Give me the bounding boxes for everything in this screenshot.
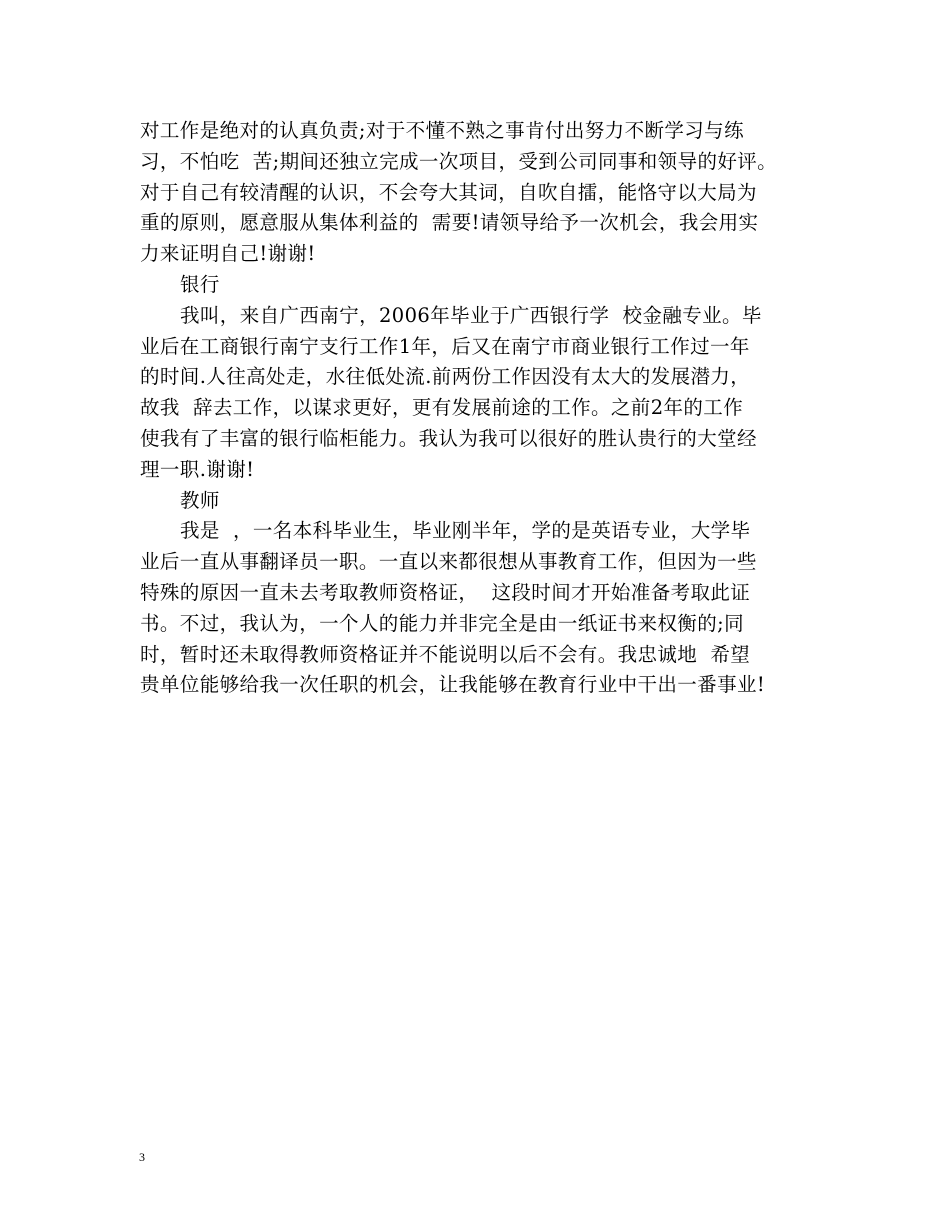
paragraph-line: 业后一直从事翻译员一职。一直以来都很想从事教育工作，但因为一些 (140, 550, 757, 574)
section-heading: 银行 (180, 272, 220, 296)
paragraph-line: 对于自己有较清醒的认识，不会夸大其词，自吹自擂，能恪守以大局为 (140, 180, 757, 204)
paragraph-line: 特殊的原因一直未去考取教师资格证， 这段时间才开始准备考取此证 (140, 580, 751, 604)
paragraph-line: 时，暂时还未取得教师资格证并不能说明以后不会有。我忠诚地 希望 (140, 642, 751, 666)
paragraph-line: 理一职.谢谢! (140, 457, 255, 481)
section-heading: 教师 (180, 488, 220, 512)
paragraph-line: 书。不过，我认为，一个人的能力并非完全是由一纸证书来权衡的;同 (140, 611, 744, 635)
page-number: 3 (139, 1150, 145, 1164)
paragraph-line: 贵单位能够给我一次任职的机会，让我能够在教育行业中干出一番事业! (140, 673, 766, 697)
paragraph-line: 对工作是绝对的认真负责;对于不懂不熟之事肯付出努力不断学习与练 (140, 119, 744, 142)
paragraph-line: 重的原则，愿意服从集体利益的 需要!请领导给予一次机会，我会用实 (140, 211, 759, 235)
paragraph-line: 我叫，来自广西南宁，2006年毕业于广西银行学 校金融专业。毕 (180, 303, 762, 327)
paragraph-line: 习，不怕吃 苦;期间还独立完成一次项目，受到公司同事和领导的好评。 (140, 149, 778, 173)
document-body (140, 116, 820, 701)
paragraph-line: 力来证明自己!谢谢! (140, 242, 316, 266)
paragraph-line: 的时间.人往高处走，水往低处流.前两份工作因没有太大的发展潜力， (140, 365, 751, 389)
paragraph-line: 我是 ，一名本科毕业生，毕业刚半年，学的是英语专业，大学毕 (180, 519, 751, 543)
paragraph-line: 业后在工商银行南宁支行工作1年，后又在南宁市商业银行工作过一年 (140, 334, 750, 358)
paragraph-line: 使我有了丰富的银行临柜能力。我认为我可以很好的胜认贵行的大堂经 (140, 426, 757, 450)
paragraph-line: 故我 辞去工作，以谋求更好，更有发展前途的工作。之前2年的工作 (140, 396, 744, 420)
